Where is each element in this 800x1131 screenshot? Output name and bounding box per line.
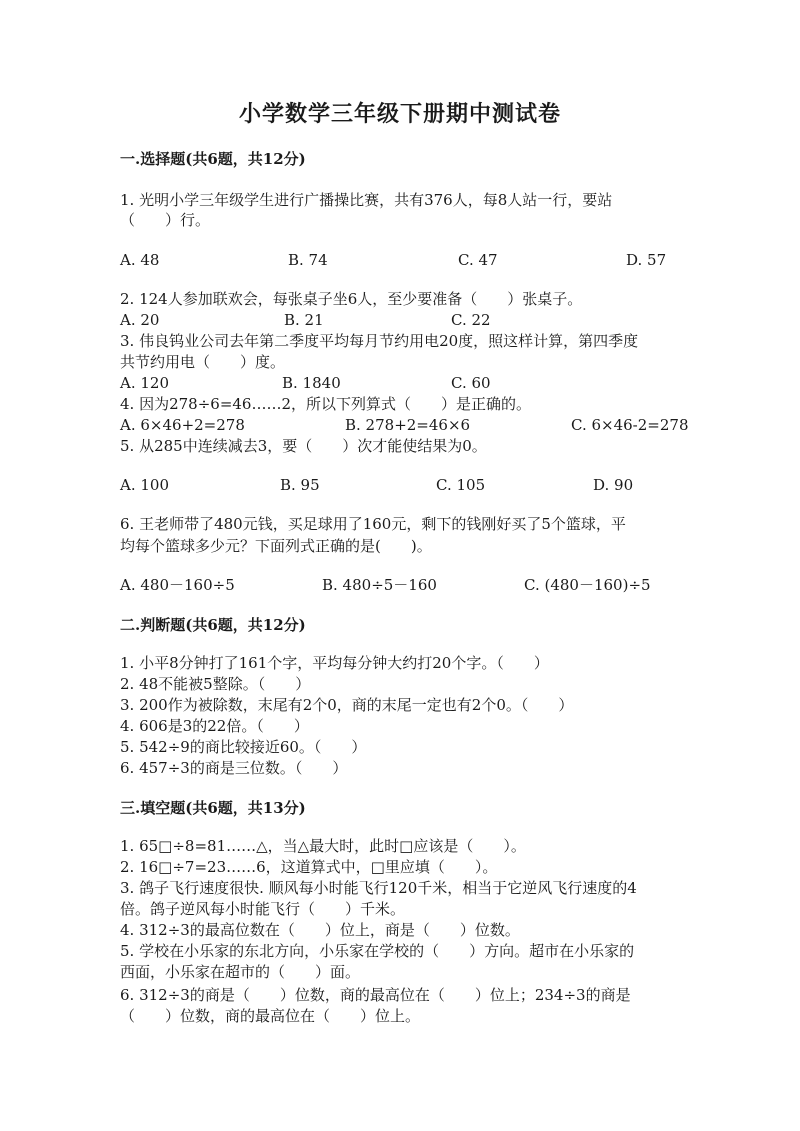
question-text: 1. 光明小学三年级学生进行广播操比赛，共有376人，每8人站一行，要站 bbox=[120, 191, 613, 209]
judge-item: 6. 457÷3的商是三位数。（ ） bbox=[120, 759, 348, 777]
fill-item: 4. 312÷3的最高位数在（ ）位上，商是（ ）位数。 bbox=[120, 921, 520, 939]
option-c: C. 105 bbox=[436, 476, 486, 494]
fill-item: 6. 312÷3的商是（ ）位数，商的最高位在（ ）位上；234÷3的商是 bbox=[120, 986, 631, 1004]
option-b: B. 278+2=46×6 bbox=[345, 416, 471, 434]
option-c: C. 47 bbox=[458, 251, 498, 269]
option-c: C. 6×46-2=278 bbox=[571, 416, 689, 434]
option-a: A. 100 bbox=[120, 476, 169, 494]
question-text: 2. 124人参加联欢会，每张桌子坐6人，至少要准备（ ）张桌子。 bbox=[120, 290, 583, 308]
option-c: C. 60 bbox=[451, 374, 491, 392]
option-b: B. 21 bbox=[284, 311, 324, 329]
question-text: 共节约用电（ ）度。 bbox=[120, 353, 286, 371]
option-a: A. 48 bbox=[120, 251, 160, 269]
option-b: B. 480÷5－160 bbox=[322, 576, 437, 594]
fill-item: 2. 16□÷7=23……6，这道算式中，□里应填（ ）。 bbox=[120, 858, 498, 876]
question-text: 4. 因为278÷6=46……2，所以下列算式（ ）是正确的。 bbox=[120, 395, 532, 413]
option-b: B. 1840 bbox=[282, 374, 341, 392]
option-d: D. 90 bbox=[593, 476, 634, 494]
judge-item: 2. 48不能被5整除。（ ） bbox=[120, 675, 311, 693]
fill-item: 倍。鸽子逆风每小时能飞行（ ）千米。 bbox=[120, 900, 406, 918]
section-heading-judge: 二.判断题(共6题，共12分) bbox=[120, 616, 306, 634]
option-d: D. 57 bbox=[626, 251, 667, 269]
option-a: A. 6×46+2=278 bbox=[120, 416, 245, 434]
section-heading-choice: 一.选择题(共6题，共12分) bbox=[120, 150, 306, 168]
judge-item: 5. 542÷9的商比较接近60。（ ） bbox=[120, 738, 367, 756]
option-a: A. 120 bbox=[120, 374, 169, 392]
question-text: 均每个篮球多少元？下面列式正确的是( )。 bbox=[120, 537, 432, 555]
question-text: 3. 伟良钨业公司去年第二季度平均每月节约用电20度，照这样计算，第四季度 bbox=[120, 332, 639, 350]
question-text: 5. 从285中连续减去3，要（ ）次才能使结果为0。 bbox=[120, 437, 487, 455]
option-c: C. (480－160)÷5 bbox=[524, 576, 651, 594]
section-heading-fill: 三.填空题(共6题，共13分) bbox=[120, 799, 306, 817]
page-title: 小学数学三年级下册期中测试卷 bbox=[238, 101, 561, 127]
question-text: 6. 王老师带了480元钱，买足球用了160元，剩下的钱刚好买了5个篮球，平 bbox=[120, 515, 626, 533]
fill-item: （ ）位数，商的最高位在（ ）位上。 bbox=[120, 1007, 421, 1025]
question-text: （ ）行。 bbox=[120, 211, 211, 229]
option-c: C. 22 bbox=[451, 311, 491, 329]
fill-item: 5. 学校在小乐家的东北方向，小乐家在学校的（ ）方向。超市在小乐家的 bbox=[120, 942, 635, 960]
fill-item: 3. 鸽子飞行速度很快. 顺风每小时能飞行120千米，相当于它逆风飞行速度的4 bbox=[120, 879, 637, 897]
option-b: B. 74 bbox=[288, 251, 328, 269]
fill-item: 1. 65□÷8=81……△，当△最大时，此时□应该是（ ）。 bbox=[120, 837, 526, 855]
judge-item: 1. 小平8分钟打了161个字，平均每分钟大约打20个字。（ ） bbox=[120, 654, 549, 672]
judge-item: 3. 200作为被除数，末尾有2个0，商的末尾一定也有2个0。（ ） bbox=[120, 696, 574, 714]
judge-item: 4. 606是3的22倍。（ ） bbox=[120, 717, 309, 735]
fill-item: 西面，小乐家在超市的（ ）面。 bbox=[120, 963, 361, 981]
option-a: A. 480－160÷5 bbox=[120, 576, 235, 594]
option-b: B. 95 bbox=[280, 476, 320, 494]
option-a: A. 20 bbox=[120, 311, 160, 329]
